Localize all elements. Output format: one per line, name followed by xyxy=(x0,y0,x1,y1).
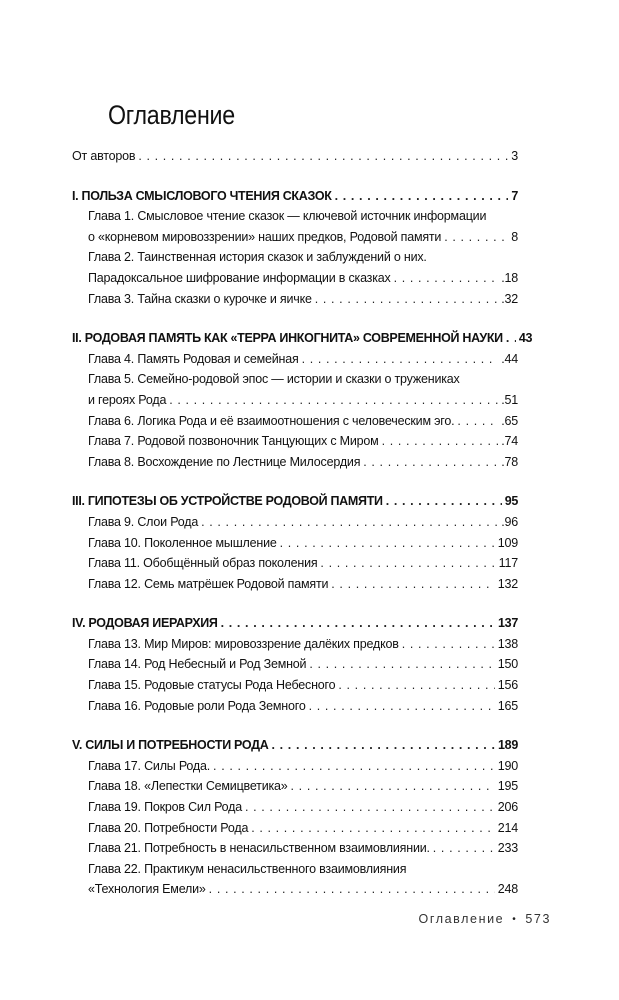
toc-chapter-entry[interactable] xyxy=(72,818,518,839)
toc-chapter-entry[interactable] xyxy=(72,431,518,452)
toc-entry-text: Глава 16. Родовые роли Рода Земного xyxy=(88,698,306,713)
toc-entry-text: Глава 22. Практикум ненасильственного взаимовлияния xyxy=(88,861,407,876)
toc-entry-text: От авторов xyxy=(72,149,136,163)
dot-leader xyxy=(251,818,495,839)
page-number: 573 xyxy=(525,912,551,926)
dot-leader xyxy=(338,675,494,696)
toc-page-number: 132 xyxy=(497,576,518,591)
dot-leader xyxy=(309,654,494,675)
toc-page-number: 189 xyxy=(498,738,518,753)
toc-page-number: 233 xyxy=(497,841,518,856)
dot-leader xyxy=(386,491,502,512)
toc-chapter-entry[interactable] xyxy=(72,227,518,248)
toc-chapter-entry[interactable] xyxy=(72,553,518,574)
toc-page-number: 206 xyxy=(497,800,518,815)
toc-entry-text: Глава 2. Таинственная история сказок и заблуждений о них. xyxy=(88,250,427,265)
toc-chapter-entry[interactable] xyxy=(72,411,518,432)
toc-entry-text: Глава 11. Обобщённый образ поколения xyxy=(88,556,318,571)
toc-chapter-entry-line[interactable] xyxy=(72,206,518,227)
toc-entry-text: Глава 12. Семь матрёшек Родовой памяти xyxy=(88,576,329,591)
toc-entry-text: I. ПОЛЬЗА СМЫСЛОВОГО ЧТЕНИЯ СКАЗОК xyxy=(72,188,332,203)
toc-chapter-entry[interactable] xyxy=(72,797,518,818)
dot-leader xyxy=(402,634,495,655)
toc-chapter-entry[interactable] xyxy=(72,634,518,655)
toc-chapter-entry[interactable] xyxy=(72,654,518,675)
toc-page-number: .51 xyxy=(501,392,518,407)
toc-chapter-entry[interactable] xyxy=(72,349,518,370)
toc-entry-text: Глава 8. Восхождение по Лестнице Милосердия xyxy=(88,454,361,469)
dot-leader xyxy=(245,797,495,818)
toc-entry-text: Глава 4. Память Родовая и семейная xyxy=(88,351,299,366)
toc-entry-text: Глава 20. Потребности Рода xyxy=(88,820,249,835)
dot-leader xyxy=(331,574,494,595)
toc-page-number: 3 xyxy=(511,149,518,163)
toc-entry-text: «Технология Емели» xyxy=(88,882,206,897)
toc-page-number: .32 xyxy=(501,291,518,306)
toc-chapter-entry-line[interactable] xyxy=(72,247,518,268)
toc-entry-text: Глава 14. Род Небесный и Род Земной xyxy=(88,657,307,672)
dot-leader xyxy=(320,553,495,574)
toc-entry-text: Глава 9. Слои Рода xyxy=(88,514,199,529)
toc-section-heading[interactable] xyxy=(72,186,518,207)
toc-page-number: 117 xyxy=(498,556,518,571)
toc-entry-text: и героях Рода xyxy=(88,392,167,407)
dot-leader xyxy=(169,390,498,411)
toc-page-number: 195 xyxy=(497,779,518,794)
toc-entry-text: Глава 3. Тайна сказки о курочке и яичке xyxy=(88,291,312,306)
dot-leader xyxy=(138,146,508,167)
toc-entry-text: Глава 7. Родовой позвоночник Танцующих с Миром xyxy=(88,434,379,449)
dot-leader xyxy=(201,512,498,533)
toc-page-number: 7 xyxy=(511,188,518,203)
dot-leader xyxy=(221,613,495,634)
dot-leader xyxy=(457,411,498,432)
toc-entry-text: IV. РОДОВАЯ ИЕРАРХИЯ xyxy=(72,616,218,631)
toc-page-number: 43 xyxy=(518,331,533,346)
toc-chapter-entry[interactable] xyxy=(72,512,518,533)
dot-leader xyxy=(382,431,499,452)
toc-page-number: 138 xyxy=(497,636,518,651)
page-footer xyxy=(419,912,551,926)
toc-chapter-entry[interactable] xyxy=(72,533,518,554)
toc-entry-text: Глава 1. Смысловое чтение сказок — ключевой источник информации xyxy=(88,209,487,224)
toc-entry-text: Глава 18. «Лепестки Семицветика» xyxy=(88,779,288,794)
toc-page-number: 214 xyxy=(497,820,518,835)
toc-section-heading[interactable] xyxy=(72,613,518,634)
dot-leader xyxy=(209,879,495,900)
toc-chapter-entry[interactable] xyxy=(72,452,518,473)
toc-chapter-entry-line[interactable] xyxy=(72,859,518,880)
toc-chapter-entry[interactable] xyxy=(72,390,518,411)
dot-leader xyxy=(363,452,498,473)
toc-page-number: 165 xyxy=(497,698,518,713)
section-spacer xyxy=(72,309,518,328)
toc-chapter-entry[interactable] xyxy=(72,289,518,310)
section-spacer xyxy=(72,716,518,735)
toc-entry-text: V. СИЛЫ И ПОТРЕБНОСТИ РОДА xyxy=(72,738,269,753)
dot-leader xyxy=(291,776,495,797)
toc-entry-text: III. ГИПОТЕЗЫ ОБ УСТРОЙСТВЕ РОДОВОЙ ПАМЯТИ xyxy=(72,494,383,509)
toc-chapter-entry[interactable] xyxy=(72,574,518,595)
toc-chapter-entry[interactable] xyxy=(72,776,518,797)
toc-page-number: .74 xyxy=(501,434,518,449)
toc-page-number: 150 xyxy=(497,657,518,672)
dot-leader xyxy=(272,735,496,756)
toc-chapter-entry[interactable] xyxy=(72,838,518,859)
toc-page-number: .44 xyxy=(501,351,518,366)
toc-entry-text: Глава 17. Силы Рода. xyxy=(88,758,211,773)
dot-leader xyxy=(315,289,498,310)
toc-page-number: .18 xyxy=(501,270,518,285)
dot-leader xyxy=(309,696,495,717)
toc-entry-text: Глава 21. Потребность в ненасильственном взаимовлиянии. xyxy=(88,841,430,856)
section-spacer xyxy=(72,472,518,491)
toc-chapter-entry[interactable] xyxy=(72,756,518,777)
dot-leader xyxy=(213,756,495,777)
dot-leader xyxy=(444,227,508,248)
toc-page-number: 109 xyxy=(497,535,518,550)
toc-entry-intro[interactable] xyxy=(72,146,518,167)
toc-entry-text: Глава 13. Мир Миров: мировоззрение далёких предков xyxy=(88,636,399,651)
toc-chapter-entry[interactable] xyxy=(72,268,518,289)
toc-section-heading[interactable] xyxy=(72,491,518,512)
toc-entry-text: Глава 15. Родовые статусы Рода Небесного xyxy=(88,678,336,693)
running-header: Оглавление xyxy=(418,912,505,926)
dot-leader xyxy=(506,328,516,349)
dot-leader xyxy=(394,268,499,289)
toc-entry-text: Глава 19. Покров Сил Рода xyxy=(88,800,242,815)
toc-chapter-entry[interactable] xyxy=(72,675,518,696)
toc-page-number: 190 xyxy=(497,758,518,773)
toc-page-number: 95 xyxy=(504,494,518,509)
toc-page-number: .78 xyxy=(501,454,518,469)
toc-chapter-entry-line[interactable] xyxy=(72,369,518,390)
toc-page-number: 8 xyxy=(511,229,518,244)
table-of-contents xyxy=(72,146,533,900)
dot-leader xyxy=(433,838,495,859)
toc-section-heading[interactable] xyxy=(72,735,518,756)
toc-entry-text: Глава 5. Семейно-родовой эпос — истории и сказки о тружениках xyxy=(88,372,460,387)
bullet-separator: • xyxy=(512,913,518,925)
toc-section-heading[interactable] xyxy=(72,328,533,349)
dot-leader xyxy=(335,186,509,207)
toc-entry-text: о «корневом мировоззрении» наших предков, Родовой памяти xyxy=(88,229,442,244)
toc-entry-text: Парадоксальное шифрование информации в сказках xyxy=(88,270,391,285)
section-spacer xyxy=(72,594,518,613)
toc-page-number: .96 xyxy=(501,514,518,529)
toc-page-number: 137 xyxy=(498,616,518,631)
toc-entry-text: Глава 6. Логика Рода и её взаимоотношения с человеческим эго. xyxy=(88,413,455,428)
toc-chapter-entry[interactable] xyxy=(72,879,518,900)
toc-entry-text: Глава 10. Поколенное мышление xyxy=(88,535,277,550)
toc-page-number: 248 xyxy=(497,882,518,897)
page-title: Оглавление xyxy=(108,100,235,130)
dot-leader xyxy=(280,533,495,554)
dot-leader xyxy=(302,349,499,370)
toc-page-number: 156 xyxy=(497,678,518,693)
toc-entry-text: II. РОДОВАЯ ПАМЯТЬ КАК «ТЕРРА ИНКОГНИТА» СОВРЕМЕННОЙ НАУКИ xyxy=(72,331,503,346)
toc-chapter-entry[interactable] xyxy=(72,696,518,717)
toc-page-number: .65 xyxy=(501,413,518,428)
section-spacer xyxy=(72,167,518,186)
